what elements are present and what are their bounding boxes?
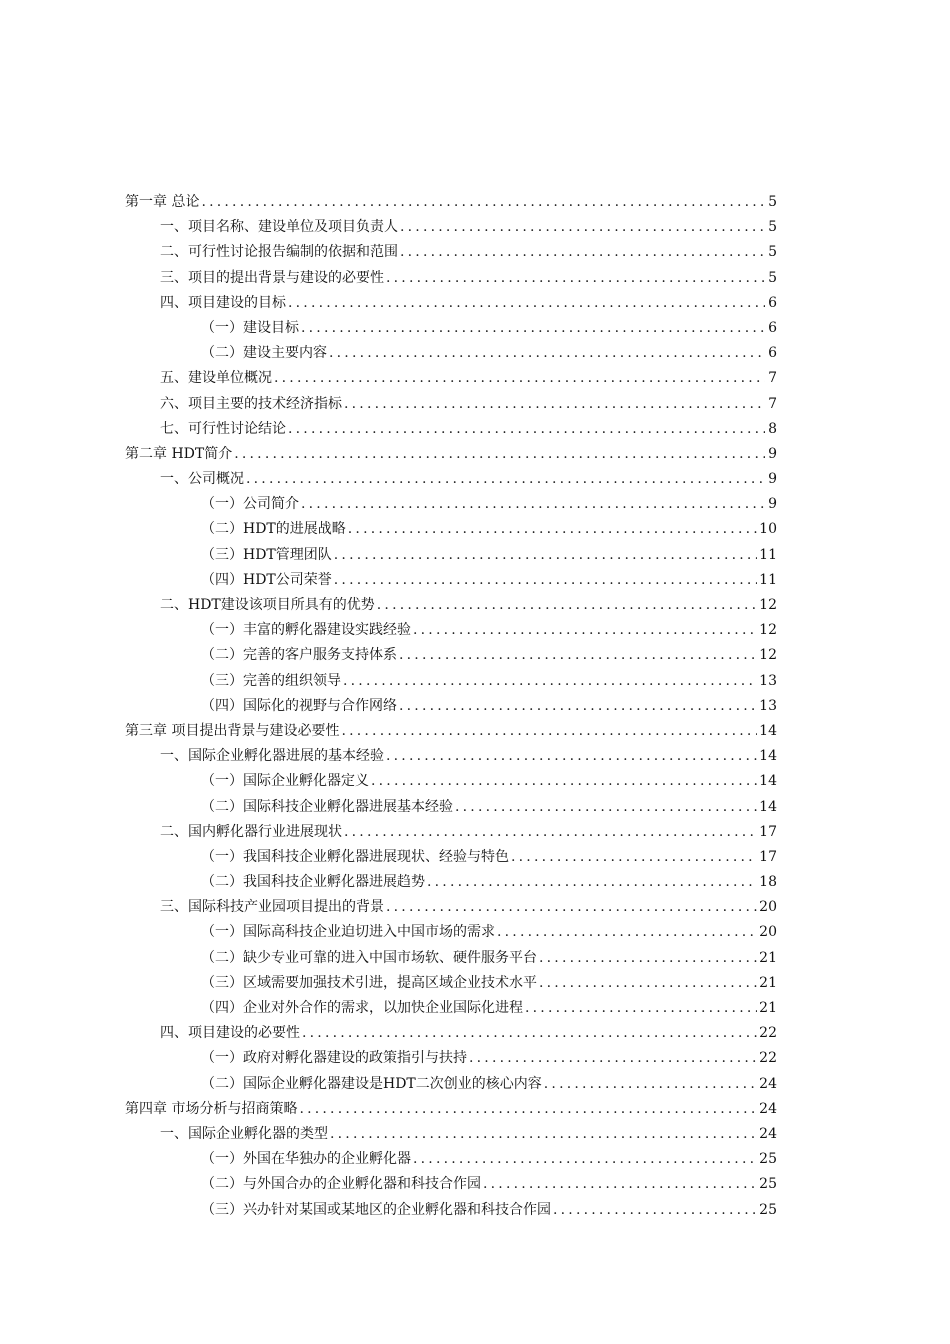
- toc-entry-page: 17: [759, 823, 777, 840]
- toc-dot-leader: [288, 417, 765, 442]
- toc-entry[interactable]: [125, 996, 777, 1021]
- toc-dot-leader: [455, 795, 757, 820]
- toc-entry-title: 四、项目建设的必要性: [160, 1025, 300, 1042]
- toc-entry-title: （二）HDT的进展战略: [201, 521, 346, 538]
- toc-entry-page: 14: [759, 722, 777, 739]
- toc-entry-title: 二、可行性讨论报告编制的依据和范围: [160, 244, 398, 261]
- toc-entry-page: 20: [759, 924, 777, 941]
- toc-entry[interactable]: [125, 1172, 777, 1197]
- toc-entry-title: （四）国际化的视野与合作网络: [201, 697, 397, 714]
- toc-entry-page: 21: [759, 1000, 777, 1016]
- toc-dot-leader: [344, 392, 765, 417]
- toc-entry[interactable]: [125, 492, 777, 517]
- toc-entry-page: 12: [759, 597, 777, 613]
- toc-entry-page: 9: [768, 471, 777, 488]
- toc-dot-leader: [329, 341, 765, 366]
- toc-entry-page: 13: [759, 672, 777, 689]
- toc-entry-page: 14: [759, 773, 777, 790]
- toc-entry-title: 七、可行性讨论结论: [160, 420, 286, 437]
- toc-dot-leader: [344, 820, 757, 845]
- toc-entry-page: 5: [768, 269, 777, 286]
- toc-entry[interactable]: [125, 895, 777, 920]
- toc-entry-title: （三）完善的组织领导: [201, 672, 341, 689]
- toc-entry-page: 8: [768, 420, 777, 437]
- toc-entry-page: 7: [768, 395, 777, 412]
- toc-entry[interactable]: [125, 593, 777, 618]
- toc-entry[interactable]: [125, 1198, 777, 1223]
- toc-dot-leader: [386, 744, 757, 769]
- toc-entry-title: （二）国际科技企业孵化器进展基本经验: [201, 798, 453, 815]
- toc-entry[interactable]: [125, 643, 777, 668]
- toc-entry[interactable]: [125, 291, 777, 316]
- table-of-contents: [125, 190, 777, 1223]
- toc-entry[interactable]: [125, 795, 777, 820]
- toc-dot-leader: [301, 316, 765, 341]
- toc-dot-leader: [399, 694, 757, 719]
- toc-entry[interactable]: [125, 316, 777, 341]
- toc-entry-page: 24: [759, 1100, 777, 1117]
- toc-entry[interactable]: [125, 442, 777, 467]
- toc-entry-page: 24: [759, 1075, 777, 1092]
- toc-entry-title: 第四章 市场分析与招商策略: [125, 1100, 298, 1117]
- toc-entry-title: （二）国际企业孵化器建设是HDT二次创业的核心内容: [201, 1075, 542, 1092]
- toc-dot-leader: [274, 366, 765, 391]
- toc-entry-page: 6: [768, 319, 777, 336]
- toc-entry[interactable]: [125, 392, 777, 417]
- toc-entry-title: （三）HDT管理团队: [201, 546, 332, 563]
- toc-entry-page: 6: [768, 294, 777, 311]
- toc-entry-title: 第二章 HDT简介: [125, 445, 233, 462]
- toc-entry-page: 9: [768, 445, 777, 462]
- toc-entry-page: 7: [768, 370, 777, 387]
- toc-entry-title: （三）兴办针对某国或某地区的企业孵化器和科技合作园: [201, 1201, 551, 1218]
- toc-entry-title: 一、项目名称、建设单位及项目负责人: [160, 219, 398, 236]
- toc-dot-leader: [386, 266, 765, 291]
- toc-entry-page: 25: [759, 1151, 777, 1168]
- toc-dot-leader: [483, 1172, 757, 1197]
- toc-entry[interactable]: [125, 719, 777, 744]
- toc-entry-title: 一、国际企业孵化器的类型: [160, 1125, 328, 1142]
- toc-entry[interactable]: [125, 820, 777, 845]
- toc-entry-page: 10: [759, 521, 777, 538]
- toc-entry-page: 14: [759, 748, 777, 765]
- toc-dot-leader: [553, 1198, 757, 1223]
- toc-entry-title: （二）完善的客户服务支持体系: [201, 647, 397, 664]
- toc-entry[interactable]: [125, 694, 777, 719]
- toc-entry-title: （三）区域需要加强技术引进，提高区域企业技术水平: [201, 974, 537, 991]
- toc-entry-title: （四）企业对外合作的需求，以加快企业国际化进程: [201, 1000, 523, 1016]
- toc-entry-page: 13: [759, 697, 777, 714]
- toc-dot-leader: [302, 1021, 757, 1046]
- toc-dot-leader: [399, 643, 757, 668]
- toc-entry-title: （一）丰富的孵化器建设实践经验: [201, 622, 411, 639]
- toc-entry-page: 5: [768, 194, 777, 210]
- toc-entry-page: 21: [759, 974, 777, 991]
- toc-entry-title: 四、项目建设的目标: [160, 294, 286, 311]
- toc-entry[interactable]: [125, 845, 777, 870]
- toc-entry[interactable]: [125, 1072, 777, 1097]
- toc-dot-leader: [234, 442, 765, 467]
- toc-entry-title: 一、国际企业孵化器进展的基本经验: [160, 748, 384, 765]
- toc-entry-page: 5: [768, 219, 777, 236]
- toc-dot-leader: [386, 895, 757, 920]
- toc-dot-leader: [544, 1072, 757, 1097]
- toc-entry[interactable]: [125, 467, 777, 492]
- toc-entry-title: （一）国际高科技企业迫切进入中国市场的需求: [201, 924, 495, 941]
- toc-entry[interactable]: [125, 190, 777, 215]
- toc-dot-leader: [539, 946, 757, 971]
- toc-dot-leader: [427, 870, 757, 895]
- toc-entry-title: 二、HDT建设该项目所具有的优势: [160, 597, 375, 613]
- toc-entry[interactable]: [125, 870, 777, 895]
- toc-entry[interactable]: [125, 266, 777, 291]
- toc-entry-page: 22: [759, 1025, 777, 1042]
- toc-entry[interactable]: [125, 568, 777, 593]
- toc-entry[interactable]: [125, 618, 777, 643]
- toc-entry[interactable]: [125, 1147, 777, 1172]
- toc-entry-page: 14: [759, 798, 777, 815]
- toc-entry-title: （一）外国在华独办的企业孵化器: [201, 1151, 411, 1168]
- toc-entry[interactable]: [125, 417, 777, 442]
- toc-entry-title: （一）我国科技企业孵化器进展现状、经验与特色: [201, 848, 509, 865]
- toc-entry-title: 三、项目的提出背景与建设的必要性: [160, 269, 384, 286]
- toc-dot-leader: [400, 215, 765, 240]
- toc-dot-leader: [348, 517, 757, 542]
- toc-entry-title: 五、建设单位概况: [160, 370, 272, 387]
- toc-dot-leader: [469, 1046, 757, 1071]
- toc-entry-page: 12: [759, 647, 777, 664]
- toc-dot-leader: [301, 492, 765, 517]
- toc-entry-page: 5: [768, 244, 777, 261]
- toc-entry-title: 二、国内孵化器行业进展现状: [160, 823, 342, 840]
- toc-entry[interactable]: [125, 669, 777, 694]
- toc-dot-leader: [334, 543, 757, 568]
- toc-entry-page: 20: [759, 899, 777, 916]
- toc-entry-page: 11: [759, 546, 777, 563]
- toc-dot-leader: [413, 1147, 757, 1172]
- toc-entry-title: （一）建设目标: [201, 319, 299, 336]
- toc-dot-leader: [511, 845, 757, 870]
- toc-dot-leader: [539, 971, 757, 996]
- toc-entry-title: 第一章 总论: [125, 194, 200, 210]
- toc-entry-title: （一）政府对孵化器建设的政策指引与扶持: [201, 1050, 467, 1067]
- toc-entry-title: （二）我国科技企业孵化器进展趋势: [201, 874, 425, 891]
- toc-entry[interactable]: [125, 240, 777, 265]
- toc-dot-leader: [525, 996, 757, 1021]
- toc-dot-leader: [299, 1097, 757, 1122]
- toc-entry-title: （二）缺少专业可靠的进入中国市场软、硬件服务平台: [201, 949, 537, 966]
- toc-entry[interactable]: [125, 769, 777, 794]
- toc-dot-leader: [371, 769, 757, 794]
- toc-entry-page: 25: [759, 1176, 777, 1193]
- toc-entry-title: 六、项目主要的技术经济指标: [160, 395, 342, 412]
- toc-entry-page: 22: [759, 1050, 777, 1067]
- toc-entry[interactable]: [125, 543, 777, 568]
- toc-entry-page: 6: [768, 345, 777, 362]
- toc-dot-leader: [413, 618, 757, 643]
- toc-dot-leader: [330, 1122, 757, 1147]
- toc-entry-page: 11: [759, 571, 777, 588]
- toc-dot-leader: [497, 920, 757, 945]
- toc-entry-title: （四）HDT公司荣誉: [201, 571, 332, 588]
- toc-entry-page: 21: [759, 949, 777, 966]
- toc-entry[interactable]: [125, 215, 777, 240]
- toc-entry-title: 第三章 项目提出背景与建设必要性: [125, 722, 340, 739]
- toc-entry-title: 三、国际科技产业园项目提出的背景: [160, 899, 384, 916]
- toc-entry-title: 一、公司概况: [160, 471, 244, 488]
- toc-entry-title: （二）与外国合办的企业孵化器和科技合作园: [201, 1176, 481, 1193]
- toc-entry[interactable]: [125, 341, 777, 366]
- toc-entry-title: （一）国际企业孵化器定义: [201, 773, 369, 790]
- toc-entry-page: 18: [759, 874, 777, 891]
- toc-dot-leader: [246, 467, 765, 492]
- toc-entry-page: 24: [759, 1125, 777, 1142]
- toc-entry-page: 12: [759, 622, 777, 639]
- toc-entry[interactable]: [125, 744, 777, 769]
- toc-dot-leader: [377, 593, 757, 618]
- toc-entry[interactable]: [125, 1097, 777, 1122]
- toc-dot-leader: [334, 568, 757, 593]
- toc-entry[interactable]: [125, 920, 777, 945]
- toc-dot-leader: [400, 240, 765, 265]
- toc-dot-leader: [341, 719, 757, 744]
- toc-dot-leader: [288, 291, 765, 316]
- toc-entry[interactable]: [125, 1021, 777, 1046]
- toc-entry[interactable]: [125, 366, 777, 391]
- toc-entry[interactable]: [125, 946, 777, 971]
- toc-entry-page: 17: [759, 848, 777, 865]
- toc-entry[interactable]: [125, 1046, 777, 1071]
- toc-dot-leader: [343, 669, 757, 694]
- toc-entry[interactable]: [125, 517, 777, 542]
- toc-dot-leader: [201, 190, 765, 215]
- toc-entry-title: （二）建设主要内容: [201, 345, 327, 362]
- toc-entry-title: （一）公司简介: [201, 496, 299, 513]
- toc-entry-page: 9: [768, 496, 777, 513]
- toc-entry-page: 25: [759, 1201, 777, 1218]
- toc-entry[interactable]: [125, 971, 777, 996]
- toc-entry[interactable]: [125, 1122, 777, 1147]
